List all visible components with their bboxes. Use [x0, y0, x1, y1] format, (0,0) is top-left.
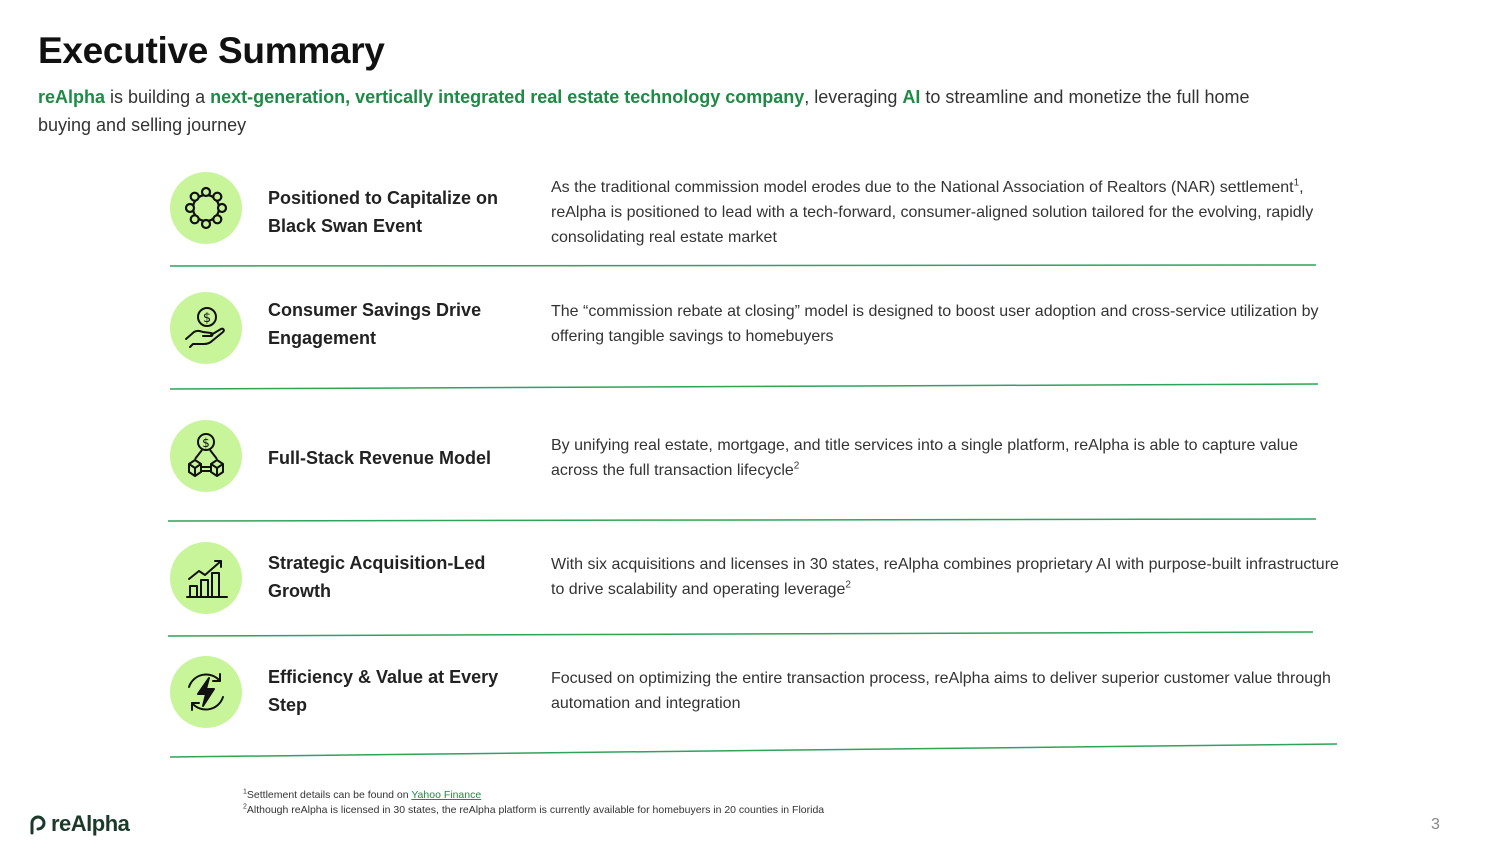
- row-description: [551, 666, 1341, 716]
- footnote-1: [243, 788, 824, 803]
- divider-3: [168, 519, 1316, 521]
- revenue-model-icon: [170, 420, 242, 492]
- subtitle-text-3: to streamline and monetize the full home buying and selling journey: [38, 87, 1250, 135]
- row-description-text: , reAlpha is positioned to lead with a tech-forward, consumer-aligned solution tailored for the evolving, rapidly consolidating real estate market: [551, 179, 1314, 246]
- footnote-ref: 2: [793, 460, 800, 472]
- row-title: Consumer Savings Drive Engagement: [268, 300, 482, 348]
- footnotes: [243, 788, 824, 818]
- footnote-ref: 1: [1293, 177, 1300, 189]
- row-description-text: With six acquisitions and licenses in 30 states, reAlpha combines proprietary AI with purpose-built infrastructure to drive scalability and operating leverage: [551, 556, 1339, 598]
- divider-5: [170, 744, 1337, 757]
- page-title: Executive Summary: [38, 30, 385, 71]
- row-title: Efficiency & Value at Every Step: [268, 667, 499, 715]
- subtitle-text-1: is building a: [105, 87, 211, 107]
- row-description-text: Focused on optimizing the entire transaction process, reAlpha aims to deliver superior customer value through automation and integration: [551, 670, 1331, 712]
- divider-1: [170, 265, 1316, 266]
- row-description: [551, 175, 1341, 250]
- row-title: Full-Stack Revenue Model: [268, 448, 492, 468]
- subtitle-brand: reAlpha: [38, 87, 106, 107]
- page-number: 3: [1431, 816, 1440, 833]
- hand-dollar-icon: [170, 292, 242, 364]
- footnote-ref: 2: [845, 579, 851, 591]
- row-description: [551, 433, 1341, 483]
- subtitle-highlight-1: next-generation, vertically integrated real estate technology company: [210, 87, 805, 107]
- realpha-logo-icon: [28, 813, 48, 835]
- logo-text: reAlpha: [51, 811, 130, 836]
- yahoo-finance-link[interactable]: Yahoo Finance: [411, 789, 482, 801]
- row-description-text: As the traditional commission model erodes due to the National Association of Realtors (NAR) settlement: [551, 179, 1294, 196]
- row-description: [551, 299, 1341, 349]
- network-icon: [170, 172, 242, 244]
- svg-text:$: $: [202, 311, 212, 326]
- divider-4: [168, 632, 1313, 636]
- row-title: Positioned to Capitalize on Black Swan Event: [268, 188, 499, 236]
- realpha-logo: [28, 811, 129, 837]
- divider-2: [170, 384, 1318, 389]
- row-title: Strategic Acquisition-Led Growth: [268, 553, 486, 601]
- footnote-text: Settlement details can be found on: [246, 789, 412, 801]
- subtitle: [38, 83, 1268, 139]
- footnote-marker: 1: [243, 788, 247, 796]
- footnote-2: [243, 803, 824, 818]
- footnote-marker: 2: [243, 803, 247, 811]
- subtitle-text-2: , leveraging: [804, 87, 903, 107]
- svg-text:$: $: [202, 436, 210, 450]
- subtitle-highlight-2: AI: [902, 87, 921, 107]
- footnote-text: Although reAlpha is licensed in 30 states, the reAlpha platform is currently available for homebuyers in 20 counties in Florida: [246, 804, 825, 816]
- row-description: [551, 552, 1341, 602]
- row-description-text: By unifying real estate, mortgage, and title services into a single platform, reAlpha is able to capture value across the full transaction lifecycle: [551, 437, 1299, 479]
- lightning-cycle-icon: [170, 656, 242, 728]
- growth-chart-icon: [170, 542, 242, 614]
- row-description-text: The “commission rebate at closing” model is designed to boost user adoption and cross-service utilization by offering tangible savings to homebuyers: [551, 303, 1319, 345]
